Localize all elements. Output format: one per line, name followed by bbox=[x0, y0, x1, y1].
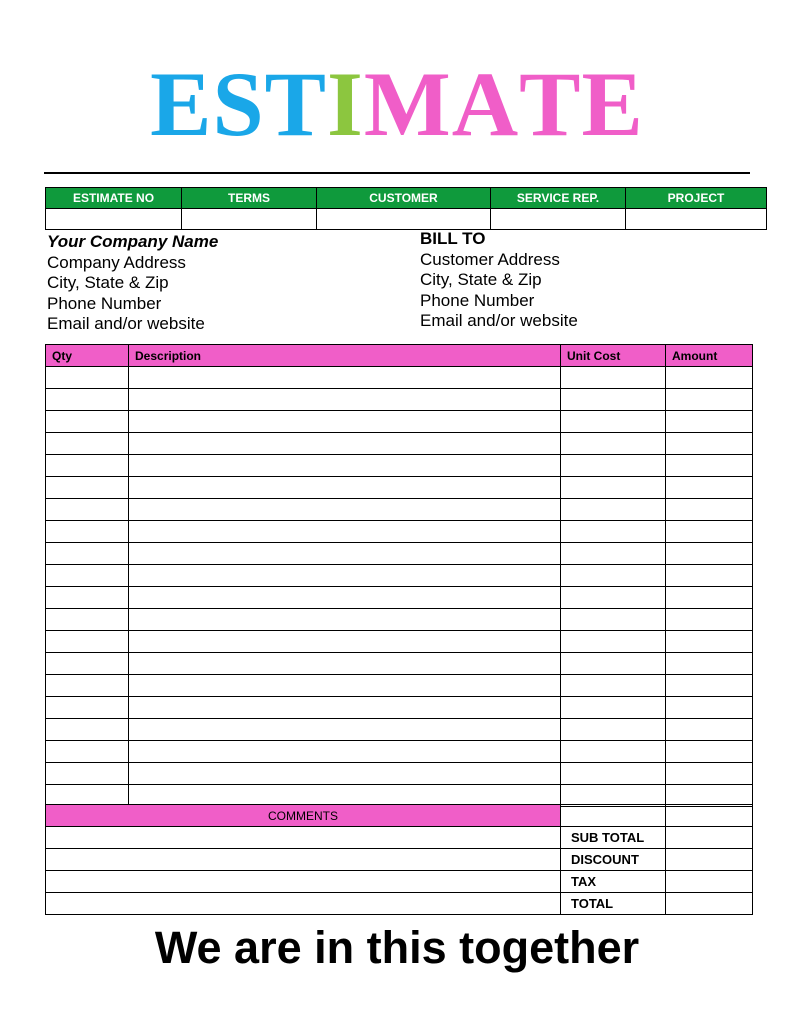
amount-cell[interactable] bbox=[666, 675, 753, 697]
total-value[interactable] bbox=[666, 893, 753, 915]
description-cell[interactable] bbox=[129, 389, 561, 411]
qty-cell[interactable] bbox=[46, 367, 129, 389]
table-row bbox=[46, 609, 753, 631]
amount-cell[interactable] bbox=[666, 367, 753, 389]
unit-cost-cell[interactable] bbox=[561, 543, 666, 565]
title-letter: T bbox=[264, 53, 328, 155]
amount-cell[interactable] bbox=[666, 741, 753, 763]
company-name: Your Company Name bbox=[47, 232, 219, 251]
qty-cell[interactable] bbox=[46, 565, 129, 587]
title-letter: S bbox=[212, 53, 265, 155]
description-cell[interactable] bbox=[129, 433, 561, 455]
comments-line[interactable] bbox=[46, 827, 561, 849]
table-row bbox=[46, 719, 753, 741]
table-row bbox=[46, 389, 753, 411]
qty-cell[interactable] bbox=[46, 455, 129, 477]
table-row bbox=[46, 587, 753, 609]
description-cell[interactable] bbox=[129, 543, 561, 565]
total-label: TOTAL bbox=[561, 893, 666, 915]
description-cell[interactable] bbox=[129, 675, 561, 697]
amount-cell[interactable] bbox=[666, 565, 753, 587]
header-service-rep: SERVICE REP. bbox=[491, 188, 626, 209]
col-amount: Amount bbox=[666, 345, 753, 367]
unit-cost-cell[interactable] bbox=[561, 763, 666, 785]
qty-cell[interactable] bbox=[46, 389, 129, 411]
header-row bbox=[46, 188, 767, 209]
customer-field[interactable] bbox=[317, 209, 491, 230]
qty-cell[interactable] bbox=[46, 741, 129, 763]
table-row bbox=[46, 367, 753, 389]
unit-cost-cell[interactable] bbox=[561, 653, 666, 675]
amount-cell[interactable] bbox=[666, 521, 753, 543]
amount-cell[interactable] bbox=[666, 499, 753, 521]
unit-cost-cell[interactable] bbox=[561, 433, 666, 455]
description-cell[interactable] bbox=[129, 411, 561, 433]
company-email: Email and/or website bbox=[47, 314, 205, 333]
description-cell[interactable] bbox=[129, 631, 561, 653]
terms-field[interactable] bbox=[182, 209, 317, 230]
company-address: Company Address bbox=[47, 252, 186, 272]
table-row bbox=[46, 675, 753, 697]
amount-cell[interactable] bbox=[666, 477, 753, 499]
description-cell[interactable] bbox=[129, 367, 561, 389]
qty-cell[interactable] bbox=[46, 719, 129, 741]
company-info bbox=[47, 232, 218, 335]
qty-cell[interactable] bbox=[46, 587, 129, 609]
title-letter: T bbox=[519, 53, 582, 155]
estimate-header-table bbox=[45, 187, 767, 230]
col-unit-cost: Unit Cost bbox=[561, 345, 666, 367]
description-cell[interactable] bbox=[129, 653, 561, 675]
table-row bbox=[46, 763, 753, 785]
comments-line[interactable] bbox=[46, 849, 561, 871]
customer-address: Customer Address bbox=[420, 249, 560, 269]
discount-row bbox=[46, 849, 753, 871]
total-row bbox=[46, 893, 753, 915]
slogan: We are in this together bbox=[154, 922, 640, 973]
description-cell[interactable] bbox=[129, 697, 561, 719]
table-row bbox=[46, 411, 753, 433]
unit-cost-cell[interactable] bbox=[561, 587, 666, 609]
title-letter: E bbox=[150, 53, 213, 155]
amount-cell[interactable] bbox=[666, 389, 753, 411]
table-row bbox=[46, 653, 753, 675]
qty-cell[interactable] bbox=[46, 433, 129, 455]
tax-value[interactable] bbox=[666, 871, 753, 893]
line-items-table bbox=[45, 344, 753, 807]
table-row bbox=[46, 477, 753, 499]
amount-cell[interactable] bbox=[666, 587, 753, 609]
table-row bbox=[46, 499, 753, 521]
table-row bbox=[46, 521, 753, 543]
estimate-title bbox=[0, 53, 794, 155]
description-cell[interactable] bbox=[129, 741, 561, 763]
table-row bbox=[46, 543, 753, 565]
unit-cost-cell[interactable] bbox=[561, 499, 666, 521]
unit-cost-cell[interactable] bbox=[561, 719, 666, 741]
project-field[interactable] bbox=[626, 209, 767, 230]
company-city: City, State & Zip bbox=[47, 273, 169, 292]
amount-cell[interactable] bbox=[666, 543, 753, 565]
header-values-row bbox=[46, 209, 767, 230]
unit-cost-cell[interactable] bbox=[561, 455, 666, 477]
table-row bbox=[46, 455, 753, 477]
table-row bbox=[46, 741, 753, 763]
qty-cell[interactable] bbox=[46, 477, 129, 499]
items-header-row bbox=[46, 345, 753, 367]
table-row bbox=[46, 433, 753, 455]
col-qty: Qty bbox=[46, 345, 129, 367]
header-customer: CUSTOMER bbox=[317, 188, 491, 209]
bill-to-heading: BILL TO bbox=[420, 229, 486, 248]
description-cell[interactable] bbox=[129, 587, 561, 609]
qty-cell[interactable] bbox=[46, 521, 129, 543]
customer-city: City, State & Zip bbox=[420, 270, 542, 289]
qty-cell[interactable] bbox=[46, 609, 129, 631]
title-letter: I bbox=[327, 53, 364, 155]
comments-header-row bbox=[46, 805, 753, 827]
unit-cost-cell[interactable] bbox=[561, 389, 666, 411]
discount-label: DISCOUNT bbox=[561, 849, 666, 871]
estimate-no-field[interactable] bbox=[46, 209, 182, 230]
comments-label: COMMENTS bbox=[46, 805, 561, 827]
title-letter: A bbox=[451, 53, 520, 155]
description-cell[interactable] bbox=[129, 719, 561, 741]
summary-table bbox=[45, 804, 753, 915]
company-phone: Phone Number bbox=[47, 293, 162, 313]
unit-cost-cell[interactable] bbox=[561, 609, 666, 631]
title-letter: M bbox=[363, 53, 452, 155]
customer-email: Email and/or website bbox=[420, 311, 578, 330]
qty-cell[interactable] bbox=[46, 763, 129, 785]
unit-cost-cell[interactable] bbox=[561, 367, 666, 389]
qty-cell[interactable] bbox=[46, 697, 129, 719]
title-divider bbox=[44, 172, 750, 174]
unit-cost-cell[interactable] bbox=[561, 411, 666, 433]
qty-cell[interactable] bbox=[46, 411, 129, 433]
amount-cell[interactable] bbox=[666, 631, 753, 653]
subtotal-value[interactable] bbox=[666, 827, 753, 849]
amount-cell[interactable] bbox=[666, 653, 753, 675]
col-description: Description bbox=[129, 345, 561, 367]
table-row bbox=[46, 697, 753, 719]
subtotal-row bbox=[46, 827, 753, 849]
header-estimate-no: ESTIMATE NO bbox=[46, 188, 182, 209]
unit-cost-cell[interactable] bbox=[561, 675, 666, 697]
qty-cell[interactable] bbox=[46, 675, 129, 697]
description-cell[interactable] bbox=[129, 521, 561, 543]
unit-cost-cell[interactable] bbox=[561, 521, 666, 543]
description-cell[interactable] bbox=[129, 565, 561, 587]
tax-row bbox=[46, 871, 753, 893]
discount-value[interactable] bbox=[666, 849, 753, 871]
description-cell[interactable] bbox=[129, 763, 561, 785]
tax-label: TAX bbox=[561, 871, 666, 893]
amount-cell[interactable] bbox=[666, 433, 753, 455]
unit-cost-cell[interactable] bbox=[561, 697, 666, 719]
qty-cell[interactable] bbox=[46, 499, 129, 521]
table-row bbox=[46, 631, 753, 653]
amount-cell[interactable] bbox=[666, 763, 753, 785]
qty-cell[interactable] bbox=[46, 653, 129, 675]
amount-cell[interactable] bbox=[666, 455, 753, 477]
title-letter: E bbox=[581, 53, 644, 155]
subtotal-label: SUB TOTAL bbox=[561, 827, 666, 849]
bill-to-info bbox=[420, 229, 578, 332]
unit-cost-cell[interactable] bbox=[561, 631, 666, 653]
unit-cost-cell[interactable] bbox=[561, 741, 666, 763]
header-project: PROJECT bbox=[626, 188, 767, 209]
description-cell[interactable] bbox=[129, 477, 561, 499]
amount-cell[interactable] bbox=[666, 719, 753, 741]
unit-cost-cell[interactable] bbox=[561, 477, 666, 499]
comments-line[interactable] bbox=[46, 871, 561, 893]
amount-cell[interactable] bbox=[666, 609, 753, 631]
comments-line[interactable] bbox=[46, 893, 561, 915]
description-cell[interactable] bbox=[129, 455, 561, 477]
amount-cell[interactable] bbox=[666, 697, 753, 719]
qty-cell[interactable] bbox=[46, 543, 129, 565]
amount-cell[interactable] bbox=[666, 411, 753, 433]
unit-cost-cell[interactable] bbox=[561, 565, 666, 587]
description-cell[interactable] bbox=[129, 499, 561, 521]
table-row bbox=[46, 565, 753, 587]
header-terms: TERMS bbox=[182, 188, 317, 209]
summary-blank-value bbox=[666, 805, 753, 827]
summary-blank bbox=[561, 805, 666, 827]
service-rep-field[interactable] bbox=[491, 209, 626, 230]
description-cell[interactable] bbox=[129, 609, 561, 631]
customer-phone: Phone Number bbox=[420, 290, 535, 310]
qty-cell[interactable] bbox=[46, 631, 129, 653]
